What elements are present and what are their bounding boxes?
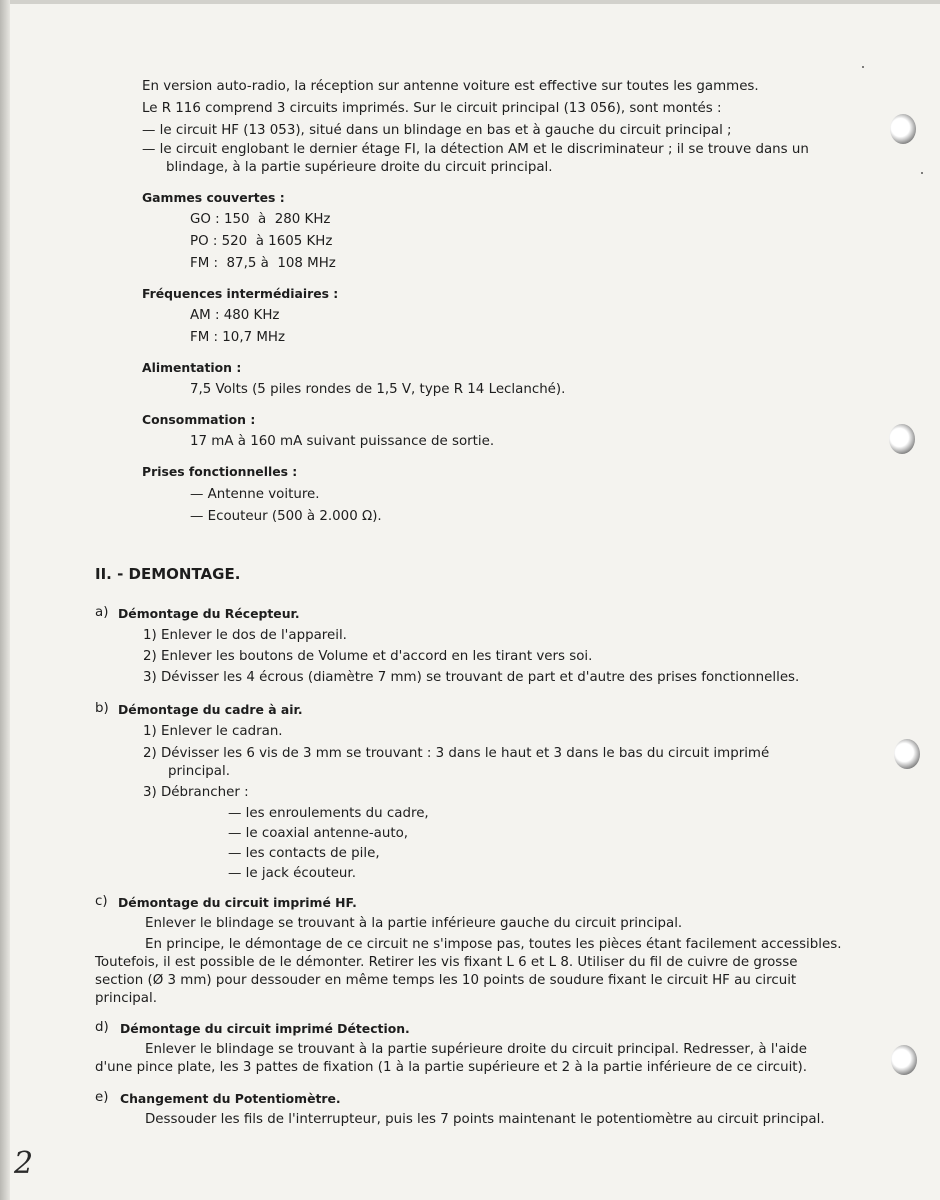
paragraph-line: Dessouder les fils de l'interrupteur, puis les 7 points maintenant le potentiomètre au circuit principal.	[145, 1112, 825, 1127]
disconnect-item: — le jack écouteur.	[228, 866, 356, 881]
disconnect-item: — les enroulements du cadre,	[228, 806, 429, 821]
section-title: II. - DEMONTAGE.	[95, 565, 241, 583]
paragraph-line: Enlever le blindage se trouvant à la partie supérieure droite du circuit principal. Redresser, à l'aide	[145, 1042, 807, 1057]
paragraph-line: d'une pince plate, les 3 pattes de fixation (1 à la partie supérieure et 2 à la partie inférieure de ce circuit).	[95, 1060, 808, 1075]
alim-heading: Alimentation :	[142, 360, 242, 375]
freq-am: AM : 480 KHz	[190, 308, 280, 323]
step-letter: c)	[95, 894, 108, 909]
disconnect-item: — le coaxial antenne-auto,	[228, 826, 409, 841]
intro-line: blindage, à la partie supérieure droite du circuit principal.	[166, 160, 553, 175]
gamme-fm: FM : 87,5 à 108 MHz	[190, 256, 336, 271]
step-letter: e)	[95, 1090, 109, 1105]
step-item: 2) Enlever les boutons de Volume et d'accord en les tirant vers soi.	[143, 649, 593, 664]
binder-hole	[890, 114, 916, 144]
binder-hole	[889, 424, 915, 454]
step-heading: Démontage du circuit imprimé HF.	[118, 895, 357, 910]
paragraph-line: section (Ø 3 mm) pour dessouder en même temps les 10 points de soudure fixant le circuit HF au circuit	[95, 973, 797, 988]
alim-text: 7,5 Volts (5 piles rondes de 1,5 V, type R 14 Leclanché).	[190, 382, 566, 397]
paragraph-line: principal.	[95, 991, 157, 1006]
prises-heading: Prises fonctionnelles :	[142, 464, 298, 479]
page-top-edge	[0, 0, 940, 4]
speck	[921, 172, 923, 174]
step-letter: a)	[95, 605, 109, 620]
step-heading: Démontage du Récepteur.	[118, 606, 300, 621]
paragraph-line: En principe, le démontage de ce circuit ne s'impose pas, toutes les pièces étant facilement accessibles.	[145, 937, 842, 952]
gamme-po: PO : 520 à 1605 KHz	[190, 234, 333, 249]
conso-heading: Consommation :	[142, 412, 256, 427]
page-number: 2	[14, 1146, 34, 1181]
step-letter: b)	[95, 701, 109, 716]
step-item: 1) Enlever le dos de l'appareil.	[143, 628, 347, 643]
paragraph-line: Toutefois, il est possible de le démonter. Retirer les vis fixant L 6 et L 8. Utiliser du fil de cuivre de grosse	[95, 955, 798, 970]
step-item: 3) Dévisser les 4 écrous (diamètre 7 mm) se trouvant de part et d'autre des prises fonctionnelles.	[143, 670, 800, 685]
intro-line: — le circuit englobant le dernier étage FI, la détection AM et le discriminateur ; il se trouve dans un	[142, 142, 809, 157]
intro-line: Le R 116 comprend 3 circuits imprimés. Sur le circuit principal (13 056), sont montés :	[142, 101, 722, 116]
prise-item: — Antenne voiture.	[190, 487, 320, 502]
gamme-go: GO : 150 à 280 KHz	[190, 212, 331, 227]
step-item: 1) Enlever le cadran.	[143, 724, 283, 739]
prise-item: — Ecouteur (500 à 2.000 Ω).	[190, 509, 382, 524]
step-heading: Démontage du cadre à air.	[118, 702, 303, 717]
step-item: 3) Débrancher :	[143, 785, 249, 800]
intro-line: — le circuit HF (13 053), situé dans un blindage en bas et à gauche du circuit principal ;	[142, 123, 732, 138]
step-letter: d)	[95, 1020, 109, 1035]
step-item-cont: principal.	[168, 764, 230, 779]
page-left-edge	[0, 0, 10, 1200]
conso-text: 17 mA à 160 mA suivant puissance de sortie.	[190, 434, 495, 449]
speck	[862, 66, 864, 68]
freq-heading: Fréquences intermédiaires :	[142, 286, 339, 301]
binder-hole	[891, 1045, 917, 1075]
step-heading: Démontage du circuit imprimé Détection.	[120, 1021, 410, 1036]
step-heading: Changement du Potentiomètre.	[120, 1091, 341, 1106]
binder-hole	[894, 739, 920, 769]
gammes-heading: Gammes couvertes :	[142, 190, 285, 205]
freq-fm: FM : 10,7 MHz	[190, 330, 286, 345]
step-item: 2) Dévisser les 6 vis de 3 mm se trouvant : 3 dans le haut et 3 dans le bas du circuit imprimé	[143, 746, 770, 761]
paragraph-line: Enlever le blindage se trouvant à la partie inférieure gauche du circuit principal.	[145, 916, 683, 931]
intro-line: En version auto-radio, la réception sur antenne voiture est effective sur toutes les gammes.	[142, 79, 759, 94]
disconnect-item: — les contacts de pile,	[228, 846, 380, 861]
